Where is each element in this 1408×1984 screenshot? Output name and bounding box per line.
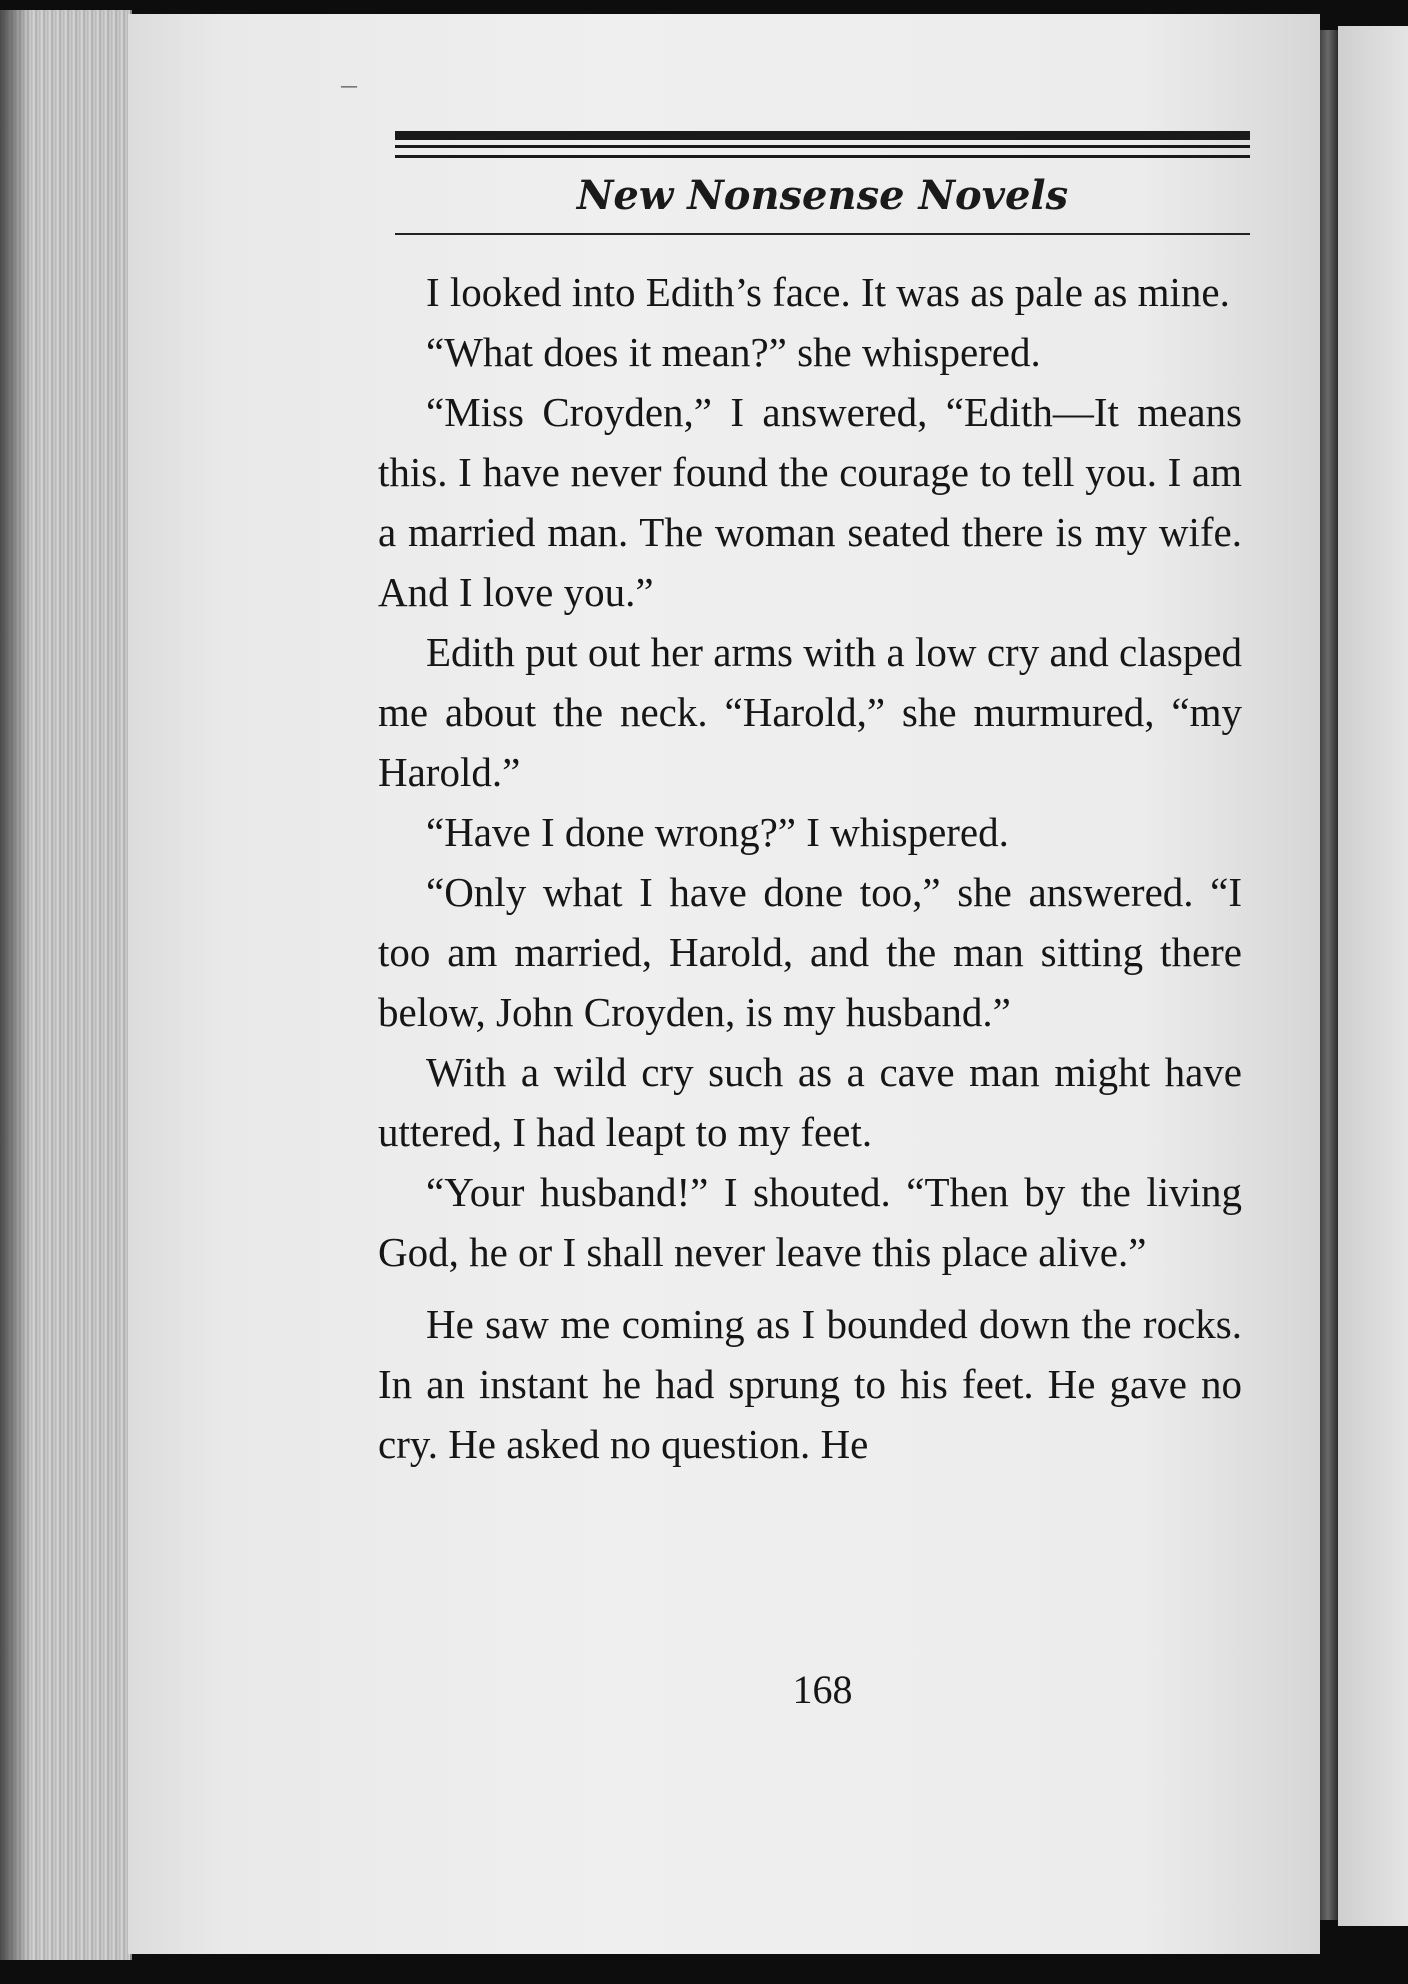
header-rule-thick	[395, 131, 1250, 140]
margin-pencil-mark: —	[340, 76, 358, 97]
paragraph: I looked into Edith’s face. It was as pale as mine.	[426, 269, 1230, 315]
paragraph: With a wild cry such as a cave man might have uttered, I had leapt to my feet.	[378, 1049, 1242, 1155]
paragraph: “Have I done wrong?” I whispered.	[426, 809, 1009, 855]
facing-page-edge	[1338, 26, 1408, 1926]
header-rule-thin-2	[395, 155, 1250, 158]
paragraph: “Only what I have done too,” she answered. “I too am married, Harold, and the man sitting there below, John Croyden, is my husband.”	[378, 869, 1242, 1035]
paragraph: “Miss Croyden,” I answered, “Edith—It means this. I have never found the courage to tell you. I am a married man. The woman seated there is my wife. And I love you.”	[378, 389, 1242, 615]
paragraph: He saw me coming as I bounded down the rocks. In an instant he had sprung to his feet. He gave no cry. He asked no question. He	[378, 1301, 1242, 1467]
header-rule-thin-1	[395, 145, 1250, 148]
running-head: New Nonsense Novels	[576, 172, 1069, 219]
paragraph: “What does it mean?” she whispered.	[426, 329, 1041, 375]
paragraph: “Your husband!” I shouted. “Then by the living God, he or I shall never leave this place alive.”	[378, 1169, 1242, 1275]
page-number: 168	[792, 1667, 853, 1712]
body-text	[378, 262, 1242, 1474]
book-gutter-edge	[1318, 30, 1338, 1920]
page-block-edge	[0, 10, 132, 1960]
running-head-rule	[395, 233, 1250, 235]
paragraph: Edith put out her arms with a low cry and clasped me about the neck. “Harold,” she murmured, “my Harold.”	[378, 629, 1242, 795]
